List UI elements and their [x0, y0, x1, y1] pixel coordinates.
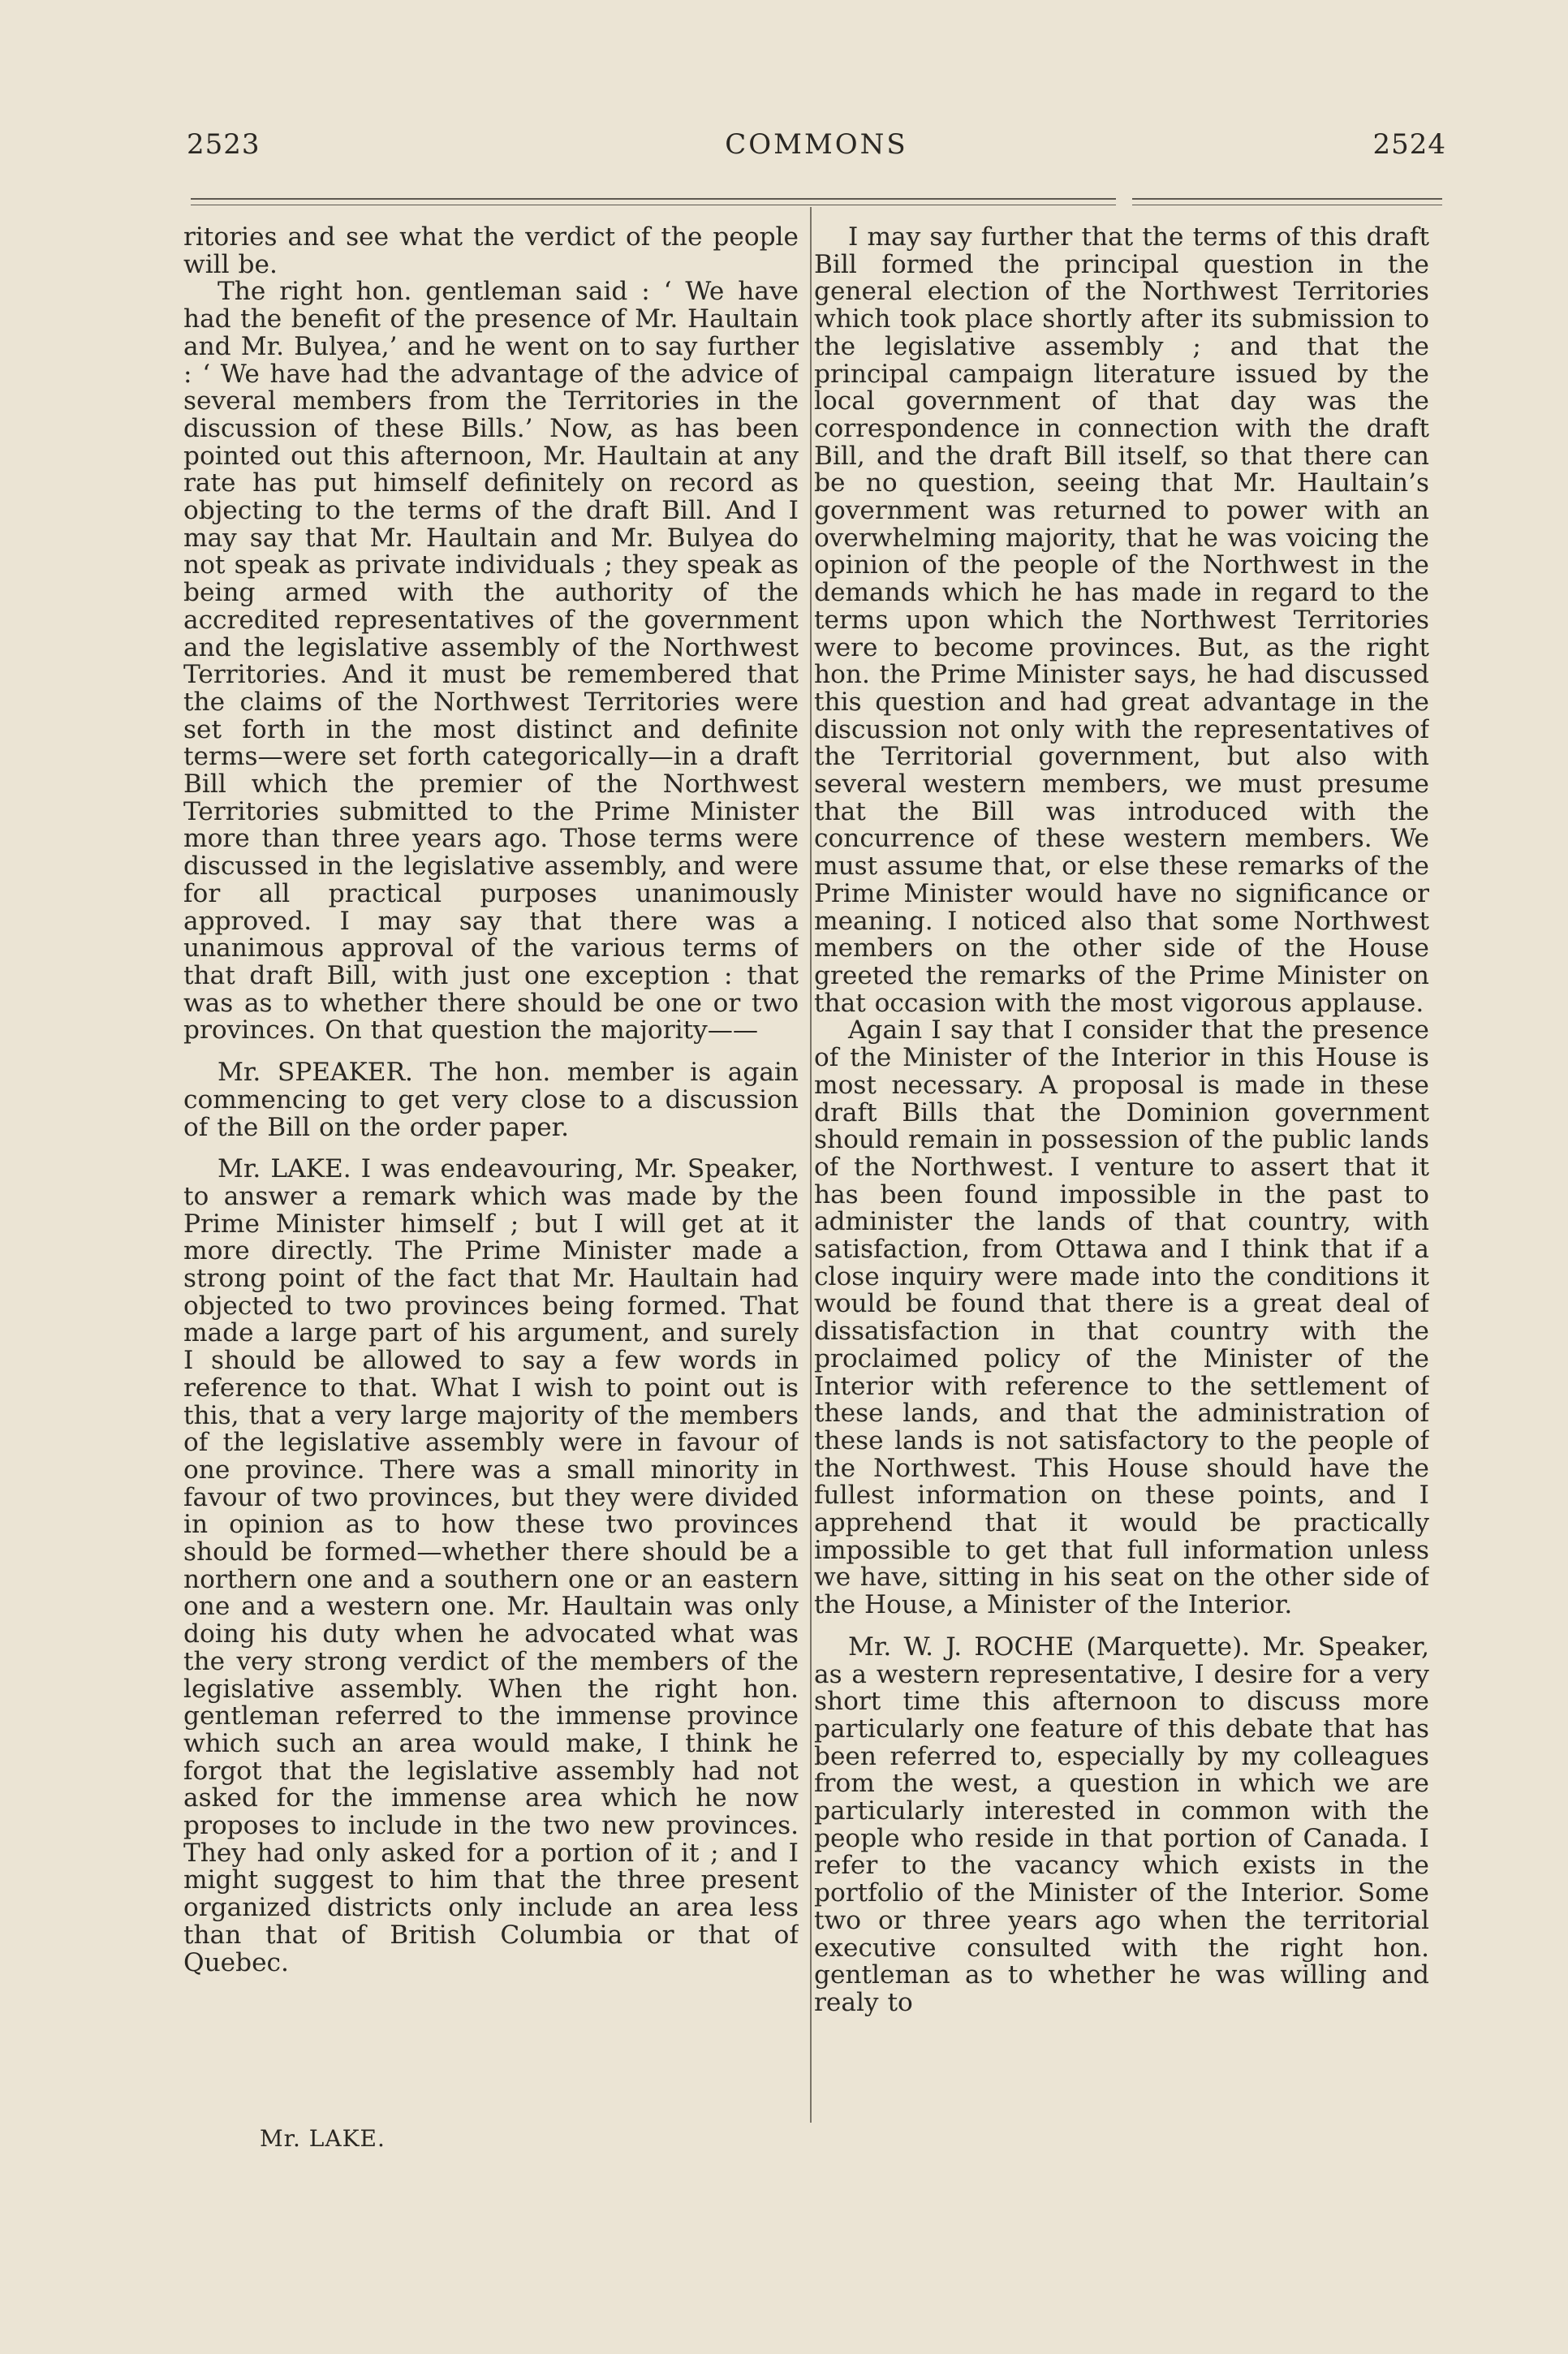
page-number-right: 2524: [1372, 128, 1446, 161]
page-number-left: 2523: [187, 128, 261, 161]
right-column: [814, 224, 1429, 2172]
column-divider: [810, 207, 812, 2123]
footer-speaker-name: Mr. LAKE.: [260, 2125, 386, 2152]
speaker-paragraph: Mr. W. J. ROCHE (Marquette). Mr. Speaker, as a western representative, I desire for a very short time this afternoon to discuss more particularly one feature of this debate that has been referred to, especially by my colleagues from the west, a question in which we are particularly interested in common with the people who reside in that portion of Canada. I refer to the vacancy which exists in the portfolio of the Minister of the Interior. Some two or three years ago when the territorial executive consulted with the right hon. gentleman as to whether he was willing and realy to: [814, 1632, 1429, 2017]
paragraph: The right hon. gentleman said : ‘ We have had the benefit of the presence of Mr. Haultain and Mr. Bulyea,’ and he went on to say further : ‘ We have had the advantage of the advice of several members from the Territories in the discussion of these Bills.’ Now, as has been pointed out this afternoon, Mr. Haultain at any rate has put himself definitely on record as objecting to the terms of the draft Bill. And I may say that Mr. Haultain and Mr. Bulyea do not speak as private individuals ; they speak as being armed with the authority of the accredited representatives of the government and the legislative assembly of the Northwest Territories. And it must be remembered that the claims of the Northwest Territories were set forth in the most distinct and definite terms—were set forth categorically—in a draft Bill which the premier of the Northwest Territories submitted to the Prime Minister more than three years ago. Those terms were discussed in the legislative assembly, and were for all practical purposes unanimously approved. I may say that there was a unanimous approval of the various terms of that draft Bill, with just one exception : that was as to whether there should be one or two provinces. On that question the majority——: [183, 277, 799, 1046]
left-column: [183, 224, 799, 2172]
paragraph: Again I say that I consider that the presence of the Minister of the Interior in this House is most necessary. A proposal is made in these draft Bills that the Dominion government should remain in possession of the public lands of the Northwest. I venture to assert that it has been found impossible in the past to administer the lands of that country, with satisfaction, from Ottawa and I think that if a close inquiry were made into the conditions it would be found that there is a great deal of dissatisfaction in that country with the proclaimed policy of the Minister of the Interior with reference to the settlement of these lands, and that the administration of these lands is not satisfactory to the people of the Northwest. This House should have the fullest information on these points, and I apprehend that it would be practically impossible to get that full information unless we have, sitting in his seat on the other side of the House, a Minister of the Interior.: [814, 1015, 1429, 1620]
header-rule-left: [191, 198, 1116, 200]
speaker-paragraph: Mr. LAKE. I was endeavouring, Mr. Speaker, to answer a remark which was made by the Prime Minister himself ; but I will get at it more directly. The Prime Minister made a strong point of the fact that Mr. Haultain had objected to two provinces being formed. That made a large part of his argument, and surely I should be allowed to say a few words in reference to that. What I wish to point out is this, that a very large majority of the members of the legislative assembly were in favour of one province. There was a small minority in favour of two provinces, but they were divided in opinion as to how these two provinces should be formed—whether there should be a northern one and a southern one or an eastern one and a western one. Mr. Haultain was only doing his duty when he advocated what was the very strong verdict of the members of the legislative assembly. When the right hon. gentleman referred to the immense province which such an area would make, I think he forgot that the legislative assembly had not asked for the immense area which he now proposes to include in the two new provinces. They had only asked for a portion of it ; and I might suggest to him that the three present organized districts only include an area less than that of British Columbia or that of Quebec.: [183, 1154, 799, 1977]
page-header: [187, 128, 1446, 169]
speaker-paragraph: Mr. SPEAKER. The hon. member is again commencing to get very close to a discussion of the Bill on the order paper.: [183, 1058, 799, 1142]
paragraph: I may say further that the terms of this draft Bill formed the principal question in the general election of the Northwest Territories which took place shortly after its submission to the legislative assembly ; and that the principal campaign literature issued by the local government of that day was the correspondence in connection with the draft Bill, and the draft Bill itself, so that there can be no question, seeing that Mr. Haultain’s government was returned to power with an overwhelming majority, that he was voicing the opinion of the people of the Northwest in the demands which he has made in regard to the terms upon which the Northwest Territories were to become provinces. But, as the right hon. the Prime Minister says, he had discussed this question and had great advantage in the discussion not only with the representatives of the Territorial government, but also with several western members, we must presume that the Bill was introduced with the concurrence of these western members. We must assume that, or else these remarks of the Prime Minister would have no significance or meaning. I noticed also that some Northwest members on the other side of the House greeted the remarks of the Prime Minister on that occasion with the most vigorous applause.: [814, 224, 1429, 1018]
header-rule-right: [1132, 198, 1442, 200]
paragraph-continuation: ritories and see what the verdict of the people will be.: [183, 224, 799, 279]
running-head: COMMONS: [725, 128, 908, 161]
